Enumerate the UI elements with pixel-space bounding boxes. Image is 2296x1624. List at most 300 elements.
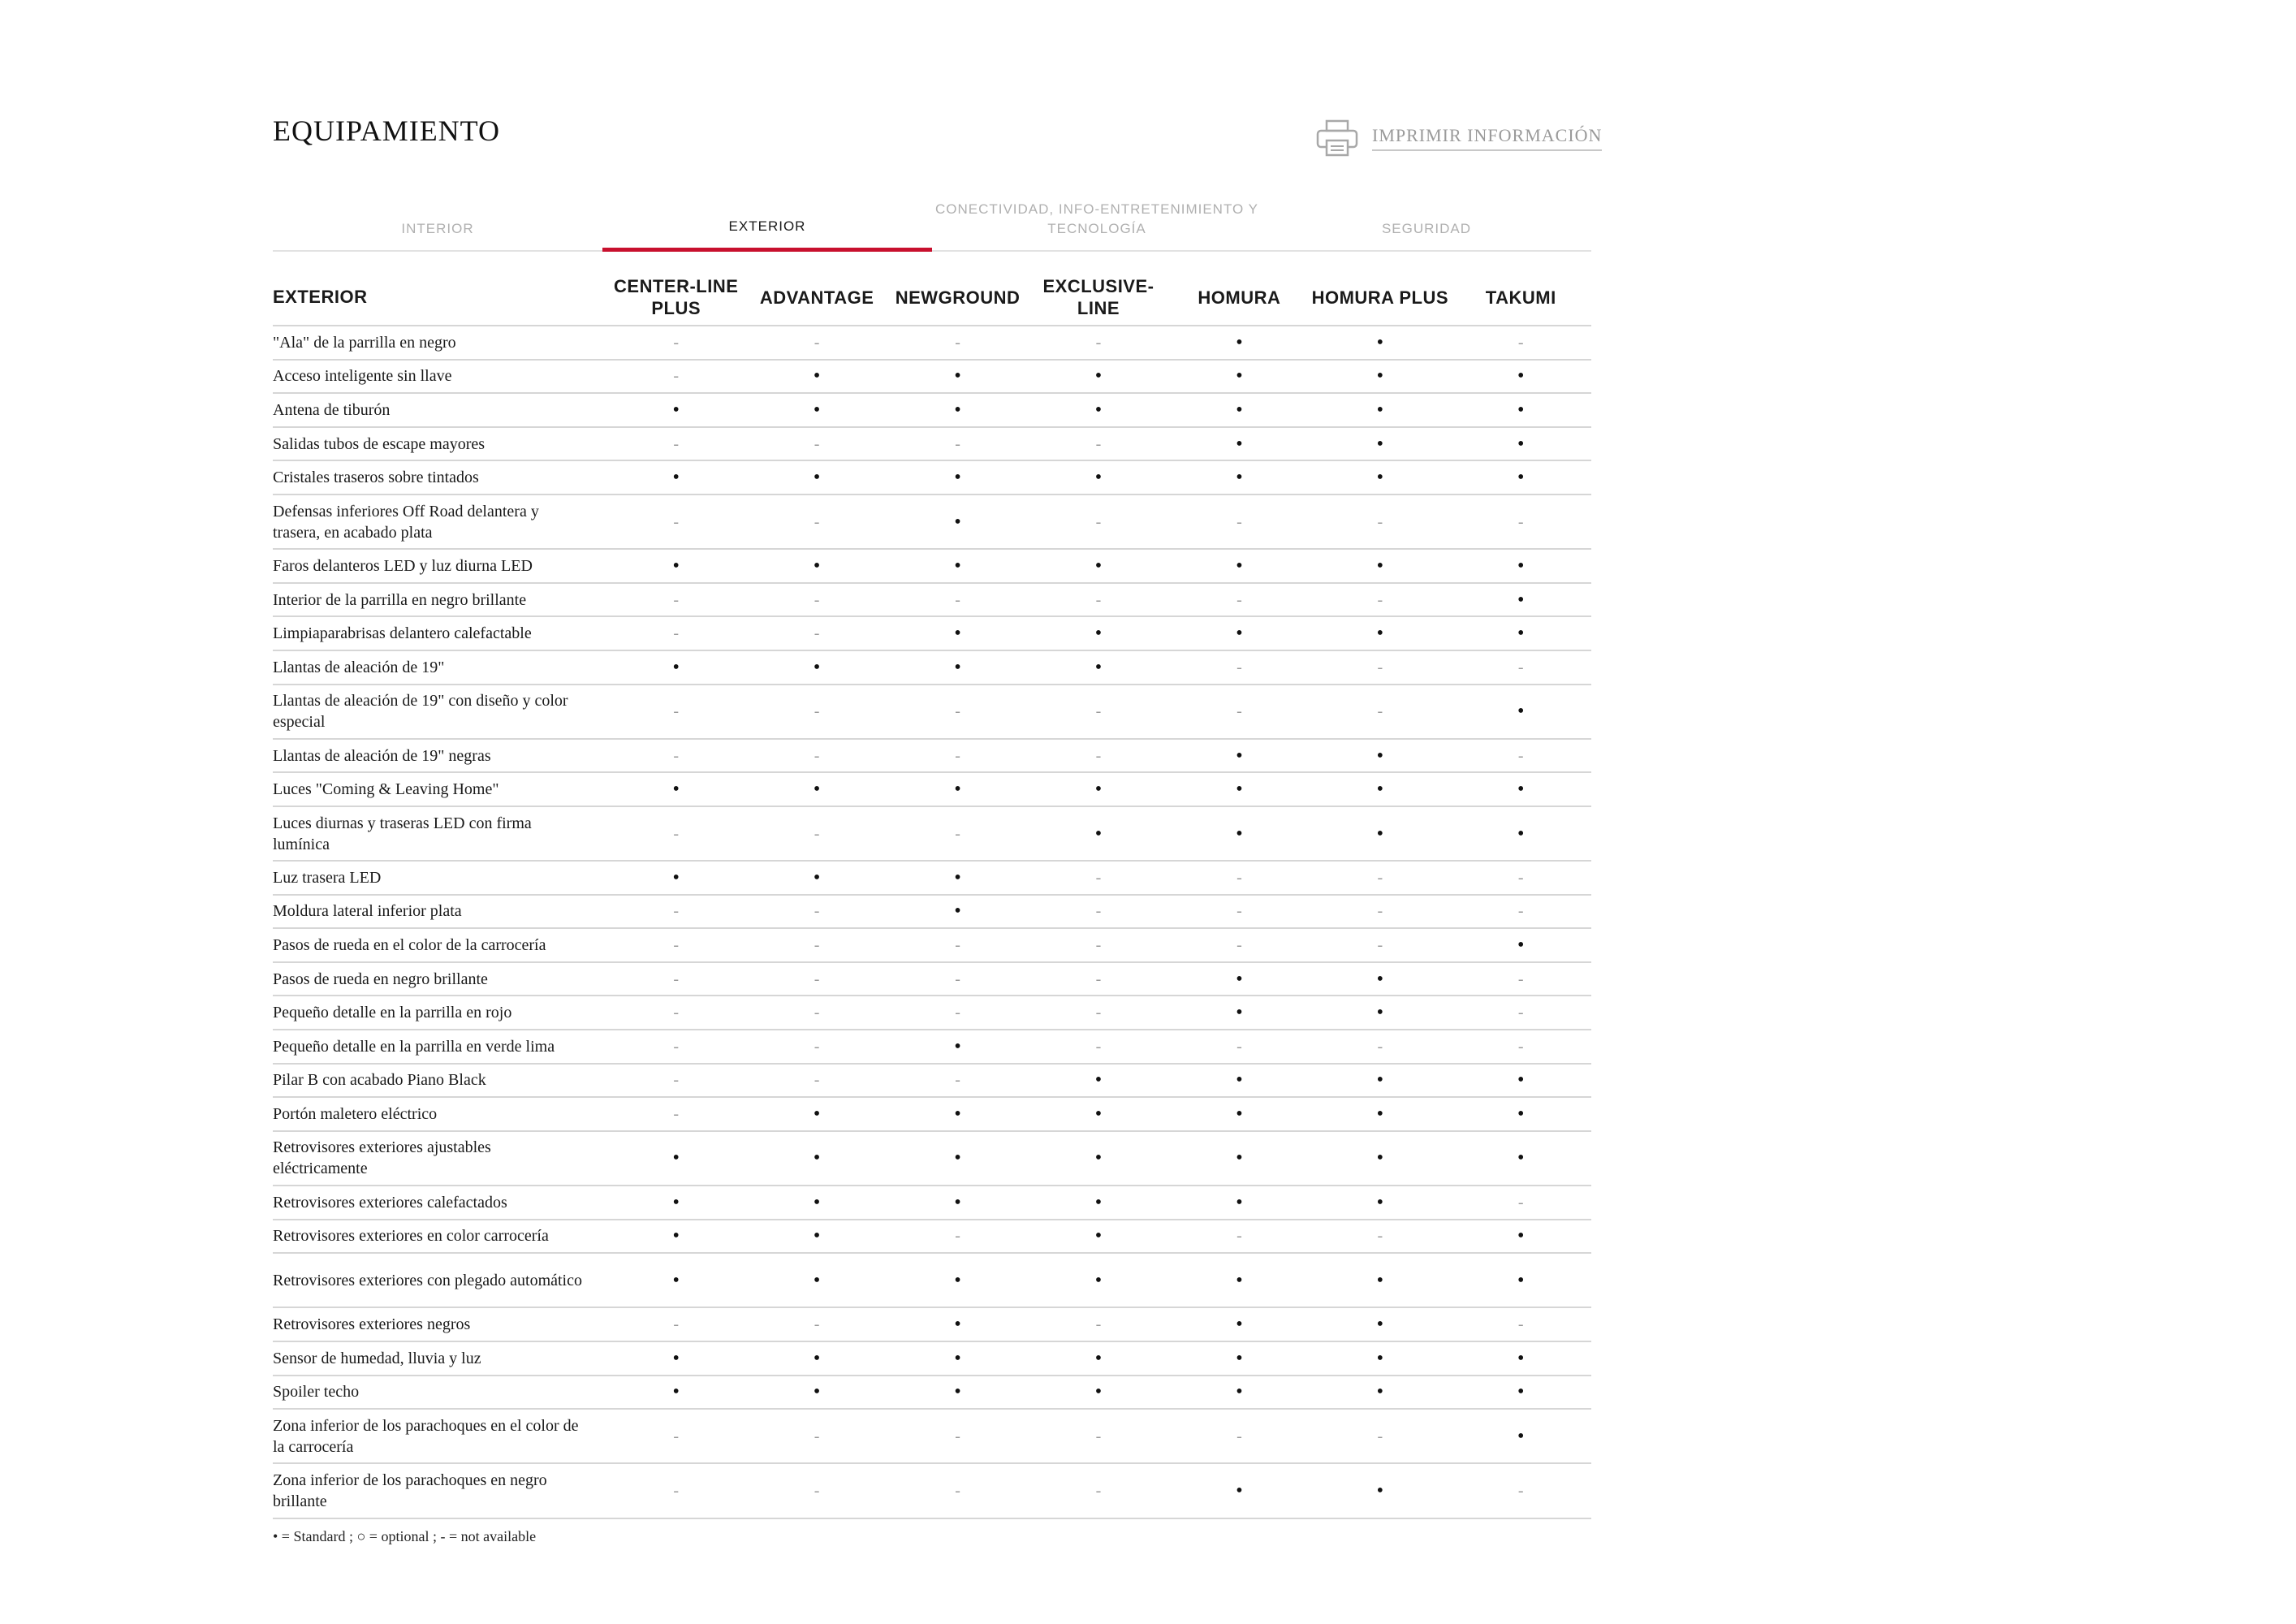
standard-marker: • [1376, 1479, 1384, 1501]
table-row [273, 617, 1591, 651]
standard-marker: • [813, 1225, 821, 1247]
standard-marker: • [1517, 1104, 1525, 1125]
table-row [273, 1030, 1591, 1065]
not-available-marker: - [1095, 512, 1102, 531]
standard-marker: • [1517, 1225, 1525, 1247]
standard-marker: • [813, 656, 821, 678]
standard-marker: • [1236, 1479, 1243, 1501]
not-available-marker: - [673, 624, 680, 643]
not-available-marker: - [1517, 902, 1524, 921]
not-available-marker: - [955, 1004, 960, 1022]
standard-marker: • [1376, 555, 1384, 577]
not-available-marker: - [673, 1071, 680, 1090]
not-available-marker: - [814, 970, 820, 988]
not-available-marker: - [1377, 936, 1383, 955]
table-row [273, 1220, 1591, 1255]
feature-name: Llantas de aleación de 19" negras [273, 746, 491, 765]
standard-marker: • [672, 866, 680, 888]
standard-marker: • [1094, 1104, 1103, 1125]
standard-marker: • [1094, 1225, 1103, 1247]
not-available-marker: - [814, 1004, 820, 1022]
standard-marker: • [1094, 365, 1103, 387]
table-row [273, 929, 1591, 963]
not-available-marker: - [1095, 1037, 1102, 1056]
not-available-marker: - [1095, 333, 1102, 352]
standard-marker: • [1236, 1191, 1243, 1213]
standard-marker: • [672, 1147, 680, 1169]
table-row [273, 651, 1591, 685]
standard-marker: • [1094, 467, 1103, 489]
not-available-marker: - [955, 333, 960, 352]
standard-marker: • [1376, 745, 1384, 767]
not-available-marker: - [955, 434, 960, 453]
feature-name: Llantas de aleación de 19" [273, 658, 445, 676]
not-available-marker: - [814, 434, 820, 453]
column-header: HOMURA PLUS [1311, 287, 1449, 308]
not-available-marker: - [673, 702, 680, 721]
standard-marker: • [1236, 331, 1243, 353]
not-available-marker: - [673, 434, 680, 453]
not-available-marker: - [1236, 1037, 1242, 1056]
not-available-marker: - [673, 590, 680, 609]
standard-marker: • [1236, 365, 1243, 387]
standard-marker: • [672, 779, 680, 801]
standard-marker: • [954, 467, 961, 489]
not-available-marker: - [1236, 936, 1242, 955]
not-available-marker: - [673, 936, 680, 955]
standard-marker: • [1236, 399, 1243, 421]
not-available-marker: - [673, 1037, 680, 1056]
not-available-marker: - [1236, 658, 1242, 676]
standard-marker: • [1517, 589, 1525, 611]
table-row [273, 1186, 1591, 1220]
not-available-marker: - [1517, 1004, 1524, 1022]
table-row [273, 963, 1591, 997]
standard-marker: • [1094, 623, 1103, 645]
standard-marker: • [954, 1347, 961, 1369]
standard-marker: • [1094, 1269, 1103, 1291]
standard-marker: • [1094, 399, 1103, 421]
standard-marker: • [1236, 745, 1243, 767]
standard-marker: • [954, 511, 961, 533]
print-info-label: IMPRIMIR INFORMACIÓN [1372, 125, 1602, 151]
standard-marker: • [1094, 1069, 1103, 1091]
standard-marker: • [1517, 399, 1525, 421]
standard-marker: • [954, 1035, 961, 1057]
standard-marker: • [1517, 779, 1525, 801]
feature-name: Retrovisores exteriores ajustables eléctricamente [273, 1138, 491, 1178]
feature-name: Pequeño detalle en la parrilla en verde lima [273, 1037, 555, 1056]
standard-marker: • [1376, 1069, 1384, 1091]
not-available-marker: - [1236, 902, 1242, 921]
standard-marker: • [954, 779, 961, 801]
standard-marker: • [672, 1347, 680, 1369]
standard-marker: • [813, 555, 821, 577]
table-row [273, 1308, 1591, 1342]
not-available-marker: - [1377, 1427, 1383, 1445]
standard-marker: • [1517, 1381, 1525, 1403]
standard-marker: • [1376, 1147, 1384, 1169]
standard-marker: • [1376, 623, 1384, 645]
not-available-marker: - [814, 1071, 820, 1090]
table-row [273, 495, 1591, 550]
standard-marker: • [1517, 935, 1525, 957]
standard-marker: • [672, 1191, 680, 1213]
not-available-marker: - [814, 512, 820, 531]
table-section-title: EXTERIOR [273, 287, 368, 307]
standard-marker: • [1236, 623, 1243, 645]
standard-marker: • [954, 365, 961, 387]
column-header: EXCLUSIVE-LINE [1042, 276, 1154, 318]
standard-marker: • [1517, 467, 1525, 489]
standard-marker: • [813, 1381, 821, 1403]
standard-marker: • [954, 1104, 961, 1125]
standard-marker: • [1094, 779, 1103, 801]
standard-marker: • [1094, 555, 1103, 577]
standard-marker: • [1236, 1002, 1243, 1024]
feature-name: Luz trasera LED [273, 868, 382, 887]
standard-marker: • [1236, 968, 1243, 990]
not-available-marker: - [1095, 746, 1102, 765]
not-available-marker: - [955, 1481, 960, 1500]
standard-marker: • [813, 1269, 821, 1291]
standard-marker: • [1517, 1147, 1525, 1169]
standard-marker: • [813, 779, 821, 801]
not-available-marker: - [814, 1037, 820, 1056]
not-available-marker: - [1377, 590, 1383, 609]
not-available-marker: - [673, 1004, 680, 1022]
feature-name: Pasos de rueda en negro brillante [273, 970, 488, 988]
standard-marker: • [1376, 399, 1384, 421]
not-available-marker: - [1377, 512, 1383, 531]
not-available-marker: - [814, 1315, 820, 1334]
standard-marker: • [1376, 365, 1384, 387]
not-available-marker: - [1377, 658, 1383, 676]
column-header: TAKUMI [1485, 287, 1556, 308]
table-row [273, 550, 1591, 584]
standard-marker: • [1376, 433, 1384, 455]
standard-marker: • [1094, 1381, 1103, 1403]
standard-marker: • [954, 1147, 961, 1169]
not-available-marker: - [673, 333, 680, 352]
not-available-marker: - [1517, 1037, 1524, 1056]
standard-marker: • [1517, 701, 1525, 723]
standard-marker: • [672, 656, 680, 678]
standard-marker: • [1517, 1269, 1525, 1291]
standard-marker: • [1236, 1381, 1243, 1403]
standard-marker: • [1376, 1347, 1384, 1369]
standard-marker: • [954, 866, 961, 888]
table-row [273, 361, 1591, 395]
not-available-marker: - [1095, 702, 1102, 721]
standard-marker: • [1236, 1147, 1243, 1169]
standard-marker: • [1376, 968, 1384, 990]
standard-marker: • [1376, 331, 1384, 353]
standard-marker: • [1376, 1104, 1384, 1125]
feature-name: Defensas inferiores Off Road delantera y trasera, en acabado plata [273, 502, 539, 542]
not-available-marker: - [1236, 702, 1242, 721]
not-available-marker: - [1236, 1227, 1242, 1246]
feature-name: Portón maletero eléctrico [273, 1105, 438, 1124]
feature-name: Faros delanteros LED y luz diurna LED [273, 556, 533, 575]
table-row [273, 807, 1591, 862]
not-available-marker: - [1377, 1227, 1383, 1246]
table-row [273, 996, 1591, 1030]
not-available-marker: - [814, 590, 820, 609]
standard-marker: • [813, 1104, 821, 1125]
not-available-marker: - [673, 1315, 680, 1334]
not-available-marker: - [1236, 590, 1242, 609]
not-available-marker: - [955, 702, 960, 721]
not-available-marker: - [673, 746, 680, 765]
not-available-marker: - [673, 1105, 680, 1124]
not-available-marker: - [1377, 702, 1383, 721]
feature-name: Zona inferior de los parachoques en el color de la carrocería [273, 1416, 579, 1456]
not-available-marker: - [955, 1427, 960, 1445]
feature-name: Llantas de aleación de 19" con diseño y color especial [273, 692, 568, 732]
feature-name: Luces "Coming & Leaving Home" [273, 780, 499, 799]
feature-name: Interior de la parrilla en negro brillante [273, 590, 527, 609]
standard-marker: • [813, 1147, 821, 1169]
table-row [273, 326, 1591, 361]
standard-marker: • [1094, 823, 1103, 844]
not-available-marker: - [955, 746, 960, 765]
standard-marker: • [1236, 823, 1243, 844]
not-available-marker: - [1517, 868, 1524, 887]
table-row [273, 1132, 1591, 1186]
table-row [273, 1410, 1591, 1464]
not-available-marker: - [673, 824, 680, 843]
feature-name: Sensor de humedad, lluvia y luz [273, 1349, 481, 1367]
standard-marker: • [1376, 1314, 1384, 1336]
not-available-marker: - [1517, 1481, 1524, 1500]
standard-marker: • [954, 1314, 961, 1336]
feature-name: Retrovisores exteriores en color carrocería [273, 1227, 549, 1246]
standard-marker: • [1236, 779, 1243, 801]
not-available-marker: - [673, 902, 680, 921]
not-available-marker: - [955, 1227, 960, 1246]
tab-seguridad[interactable]: SEGURIDAD [1381, 221, 1472, 236]
table-row [273, 1098, 1591, 1132]
table-row [273, 428, 1591, 462]
not-available-marker: - [673, 970, 680, 988]
not-available-marker: - [955, 936, 960, 955]
not-available-marker: - [1095, 1315, 1102, 1334]
table-row [273, 740, 1591, 774]
standard-marker: • [1236, 1269, 1243, 1291]
feature-name: Pasos de rueda en el color de la carrocería [273, 936, 546, 955]
column-header: ADVANTAGE [759, 287, 874, 308]
standard-marker: • [1236, 1104, 1243, 1125]
standard-marker: • [813, 1191, 821, 1213]
standard-marker: • [954, 901, 961, 922]
not-available-marker: - [1517, 658, 1524, 676]
standard-marker: • [1376, 1269, 1384, 1291]
standard-marker: • [672, 1225, 680, 1247]
feature-name: Pilar B con acabado Piano Black [273, 1071, 486, 1090]
standard-marker: • [954, 1269, 961, 1291]
not-available-marker: - [1517, 1193, 1524, 1212]
table-body [273, 326, 1591, 1519]
feature-name: Retrovisores exteriores negros [273, 1315, 471, 1334]
standard-marker: • [954, 1191, 961, 1213]
column-header: HOMURA [1198, 287, 1281, 308]
printer-icon [1315, 119, 1359, 158]
not-available-marker: - [1377, 902, 1383, 921]
not-available-marker: - [1095, 902, 1102, 921]
standard-marker: • [954, 555, 961, 577]
standard-marker: • [813, 1347, 821, 1369]
not-available-marker: - [1095, 1427, 1102, 1445]
equipment-table [273, 270, 1591, 1519]
standard-marker: • [1376, 467, 1384, 489]
not-available-marker: - [955, 590, 960, 609]
not-available-marker: - [955, 824, 960, 843]
table-row [273, 1342, 1591, 1376]
table-row [273, 1464, 1591, 1518]
not-available-marker: - [814, 902, 820, 921]
not-available-marker: - [814, 702, 820, 721]
table-header [273, 270, 1591, 326]
not-available-marker: - [814, 1427, 820, 1445]
table-row [273, 773, 1591, 807]
standard-marker: • [1517, 1069, 1525, 1091]
tab-interior[interactable]: INTERIOR [401, 221, 474, 236]
not-available-marker: - [673, 512, 680, 531]
not-available-marker: - [1095, 868, 1102, 887]
feature-name: Acceso inteligente sin llave [273, 367, 452, 386]
not-available-marker: - [814, 624, 820, 643]
table-row [273, 394, 1591, 428]
not-available-marker: - [1095, 590, 1102, 609]
not-available-marker: - [814, 936, 820, 955]
table-row [273, 896, 1591, 930]
standard-marker: • [1236, 555, 1243, 577]
standard-marker: • [954, 1381, 961, 1403]
table-legend: • = Standard ; ○ = optional ; - = not available [273, 1528, 537, 1544]
standard-marker: • [1376, 1381, 1384, 1403]
not-available-marker: - [1377, 868, 1383, 887]
print-info-button[interactable] [1315, 114, 1602, 162]
standard-marker: • [813, 866, 821, 888]
not-available-marker: - [1236, 868, 1242, 887]
standard-marker: • [1517, 1347, 1525, 1369]
not-available-marker: - [955, 970, 960, 988]
feature-name: Spoiler techo [273, 1383, 360, 1402]
standard-marker: • [1517, 433, 1525, 455]
not-available-marker: - [1517, 512, 1524, 531]
not-available-marker: - [1095, 970, 1102, 988]
table-row [273, 584, 1591, 618]
column-header: NEWGROUND [895, 287, 1021, 308]
standard-marker: • [1376, 1002, 1384, 1024]
column-header: CENTER-LINE PLUS [614, 276, 739, 318]
feature-name: Luces diurnas y traseras LED con firma lumínica [273, 814, 532, 853]
not-available-marker: - [673, 1481, 680, 1500]
feature-name: "Ala" de la parrilla en negro [273, 333, 456, 352]
table-row [273, 461, 1591, 495]
standard-marker: • [672, 1269, 680, 1291]
feature-name: Antena de tiburón [273, 400, 391, 419]
standard-marker: • [954, 399, 961, 421]
table-row [273, 862, 1591, 896]
not-available-marker: - [814, 1481, 820, 1500]
standard-marker: • [672, 399, 680, 421]
not-available-marker: - [1236, 512, 1242, 531]
not-available-marker: - [1095, 1481, 1102, 1500]
standard-marker: • [1094, 1347, 1103, 1369]
standard-marker: • [954, 656, 961, 678]
standard-marker: • [1236, 1314, 1243, 1336]
not-available-marker: - [1377, 1037, 1383, 1056]
standard-marker: • [1094, 656, 1103, 678]
feature-name: Limpiaparabrisas delantero calefactable [273, 624, 532, 643]
standard-marker: • [954, 623, 961, 645]
tab-exterior[interactable]: EXTERIOR [602, 192, 932, 252]
feature-name: Zona inferior de los parachoques en negro brillante [273, 1471, 547, 1510]
standard-marker: • [1236, 433, 1243, 455]
not-available-marker: - [673, 1427, 680, 1445]
standard-marker: • [1376, 779, 1384, 801]
standard-marker: • [1517, 555, 1525, 577]
standard-marker: • [1376, 823, 1384, 844]
standard-marker: • [1236, 1347, 1243, 1369]
standard-marker: • [1376, 1191, 1384, 1213]
feature-name: Retrovisores exteriores con plegado automático [273, 1271, 582, 1289]
not-available-marker: - [1236, 1427, 1242, 1445]
feature-name: Pequeño detalle en la parrilla en rojo [273, 1004, 512, 1022]
standard-marker: • [672, 555, 680, 577]
not-available-marker: - [1095, 1004, 1102, 1022]
table-row [273, 1254, 1591, 1308]
not-available-marker: - [1517, 970, 1524, 988]
category-tabs [273, 192, 1591, 252]
standard-marker: • [813, 467, 821, 489]
not-available-marker: - [814, 333, 820, 352]
standard-marker: • [1517, 823, 1525, 844]
feature-name: Salidas tubos de escape mayores [273, 434, 486, 453]
standard-marker: • [1517, 1425, 1525, 1447]
standard-marker: • [1236, 467, 1243, 489]
standard-marker: • [672, 1381, 680, 1403]
not-available-marker: - [955, 1071, 960, 1090]
not-available-marker: - [1517, 333, 1524, 352]
not-available-marker: - [814, 824, 820, 843]
not-available-marker: - [1095, 434, 1102, 453]
not-available-marker: - [1517, 746, 1524, 765]
feature-name: Retrovisores exteriores calefactados [273, 1193, 507, 1212]
not-available-marker: - [1095, 936, 1102, 955]
not-available-marker: - [814, 746, 820, 765]
standard-marker: • [813, 399, 821, 421]
not-available-marker: - [673, 367, 680, 386]
standard-marker: • [1517, 365, 1525, 387]
tab-conectividad[interactable]: CONECTIVIDAD, INFO-ENTRETENIMIENTO Y TECNOLOGÍA [934, 201, 1259, 236]
table-row [273, 1376, 1591, 1410]
table-row [273, 1065, 1591, 1099]
standard-marker: • [1236, 1069, 1243, 1091]
standard-marker: • [1094, 1191, 1103, 1213]
standard-marker: • [1517, 623, 1525, 645]
table-row [273, 685, 1591, 740]
standard-marker: • [672, 467, 680, 489]
standard-marker: • [813, 365, 821, 387]
feature-name: Cristales traseros sobre tintados [273, 469, 479, 487]
feature-name: Moldura lateral inferior plata [273, 902, 462, 921]
page-title: EQUIPAMIENTO [273, 114, 501, 147]
standard-marker: • [1094, 1147, 1103, 1169]
not-available-marker: - [1517, 1315, 1524, 1334]
